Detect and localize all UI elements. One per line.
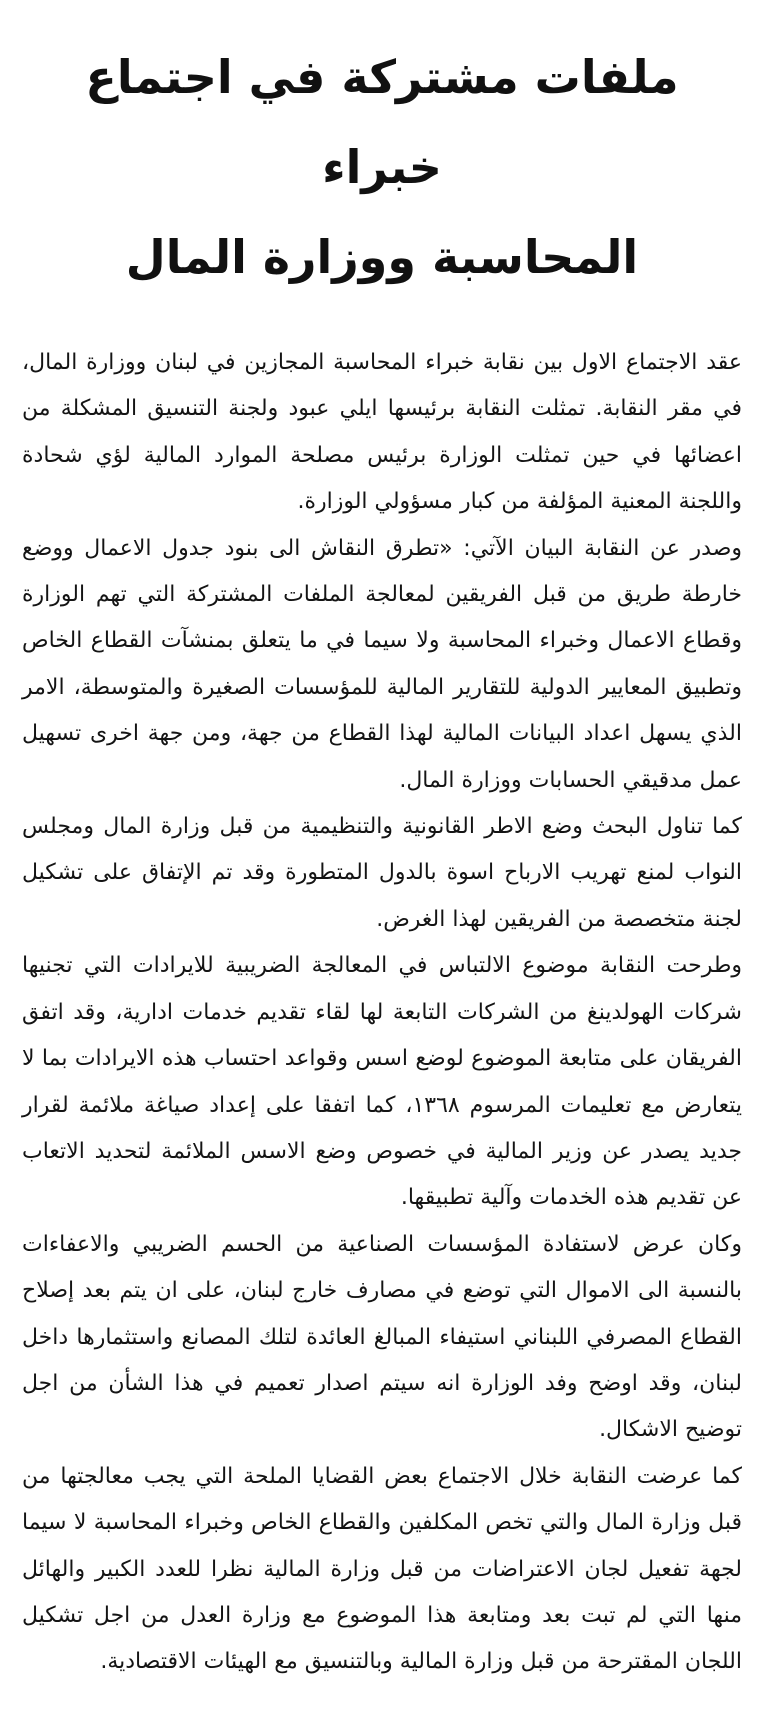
paragraph-industrial-institutions: وكان عرض لاستفادة المؤسسات الصناعية من الحسم الضريبي والاعفاءات بالنسبة الى الاموال التي توضع في مصارف خارج لبنان، على ان يتم بعد إصلاح القطاع المصرفي اللبناني استيفاء المبالغ العائدة لتلك المصانع واستثمارها داخل لبنان، وقد اوضح وفد الوزارة انه سيتم اصدار تعميم في هذا الشأن من اجل توضيح الاشكال. (22, 1231, 742, 1443)
paragraph-urgent-issues: كما عرضت النقابة خلال الاجتماع بعض القضايا الملحة التي يجب معالجتها من قبل وزارة المال والتي تخص المكلفين والقطاع الخاص وخبراء المحاسبة لا سيما لجهة تفعيل لجان الاعتراضات من قبل وزارة المالية نظرا للعدد الكبير والهائل منها التي لم تبت بعد ومتابعة هذا الموضوع مع وزارة العدل من اجل تشكيل اللجان المقترحة من قبل وزارة المالية وبالتنسيق مع الهيئات الاقتصادية. (22, 1463, 742, 1675)
paragraph-intro: عقد الاجتماع الاول بين نقابة خبراء المحاسبة المجازين في لبنان ووزارة المال، في مقر النقابة. تمثلت النقابة برئيسها ايلي عبود ولجنة التنسيق المشكلة من اعضائها في حين تمثلت الوزارة برئيس مصلحة الموارد المالية لؤي شحادة واللجنة المعنية المؤلفة من كبار مسؤولي الوزارة. (22, 350, 742, 515)
headline-line-1: ملفات مشتركة في اجتماع خبراء (85, 50, 679, 194)
article-headline (22, 32, 742, 302)
paragraph-holding-companies: وطرحت النقابة موضوع الالتباس في المعالجة الضريبية للايرادات التي تجنيها شركات الهولدينغ من الشركات التابعة لها لقاء تقديم خدمات ادارية، وقد اتفق الفريقان على متابعة الموضوع لوضع اسس وقواعد احتساب هذه الايرادات بما لا يتعارض مع تعليمات المرسوم ١٣٦٨، كما اتفقا على إعداد صياغة ملائمة لقرار جديد يصدر عن وزير المالية في خصوص وضع الاسس الملائمة لتحديد الاتعاب عن تقديم هذه الخدمات وآلية تطبيقها. (22, 953, 743, 1211)
paragraph-statement: وصدر عن النقابة البيان الآتي: «تطرق النقاش الى بنود جدول الاعمال ووضع خارطة طريق من قبل الفريقين لمعالجة الملفات المشتركة التي تهم الوزارة وقطاع الاعمال وخبراء المحاسبة ولا سيما في ما يتعلق بمنشآت القطاع الخاص وتطبيق المعايير الدولية للتقارير المالية للمؤسسات الصغيرة والمتوسطة، الامر الذي يسهل اعداد البيانات المالية لهذا القطاع من جهة، ومن جهة اخرى تسهيل عمل مدقيقي الحسابات ووزارة المال. (22, 535, 742, 793)
paragraph-legal-frameworks: كما تناول البحث وضع الاطر القانونية والتنظيمية من قبل وزارة المال ومجلس النواب لمنع تهريب الارباح اسوة بالدول المتطورة وقد تم الإتفاق على تشكيل لجنة متخصصة من الفريقين لهذا الغرض. (22, 814, 742, 932)
article-body (22, 340, 742, 1686)
headline-line-2: المحاسبة ووزارة المال (125, 230, 639, 284)
news-article (22, 0, 742, 1686)
